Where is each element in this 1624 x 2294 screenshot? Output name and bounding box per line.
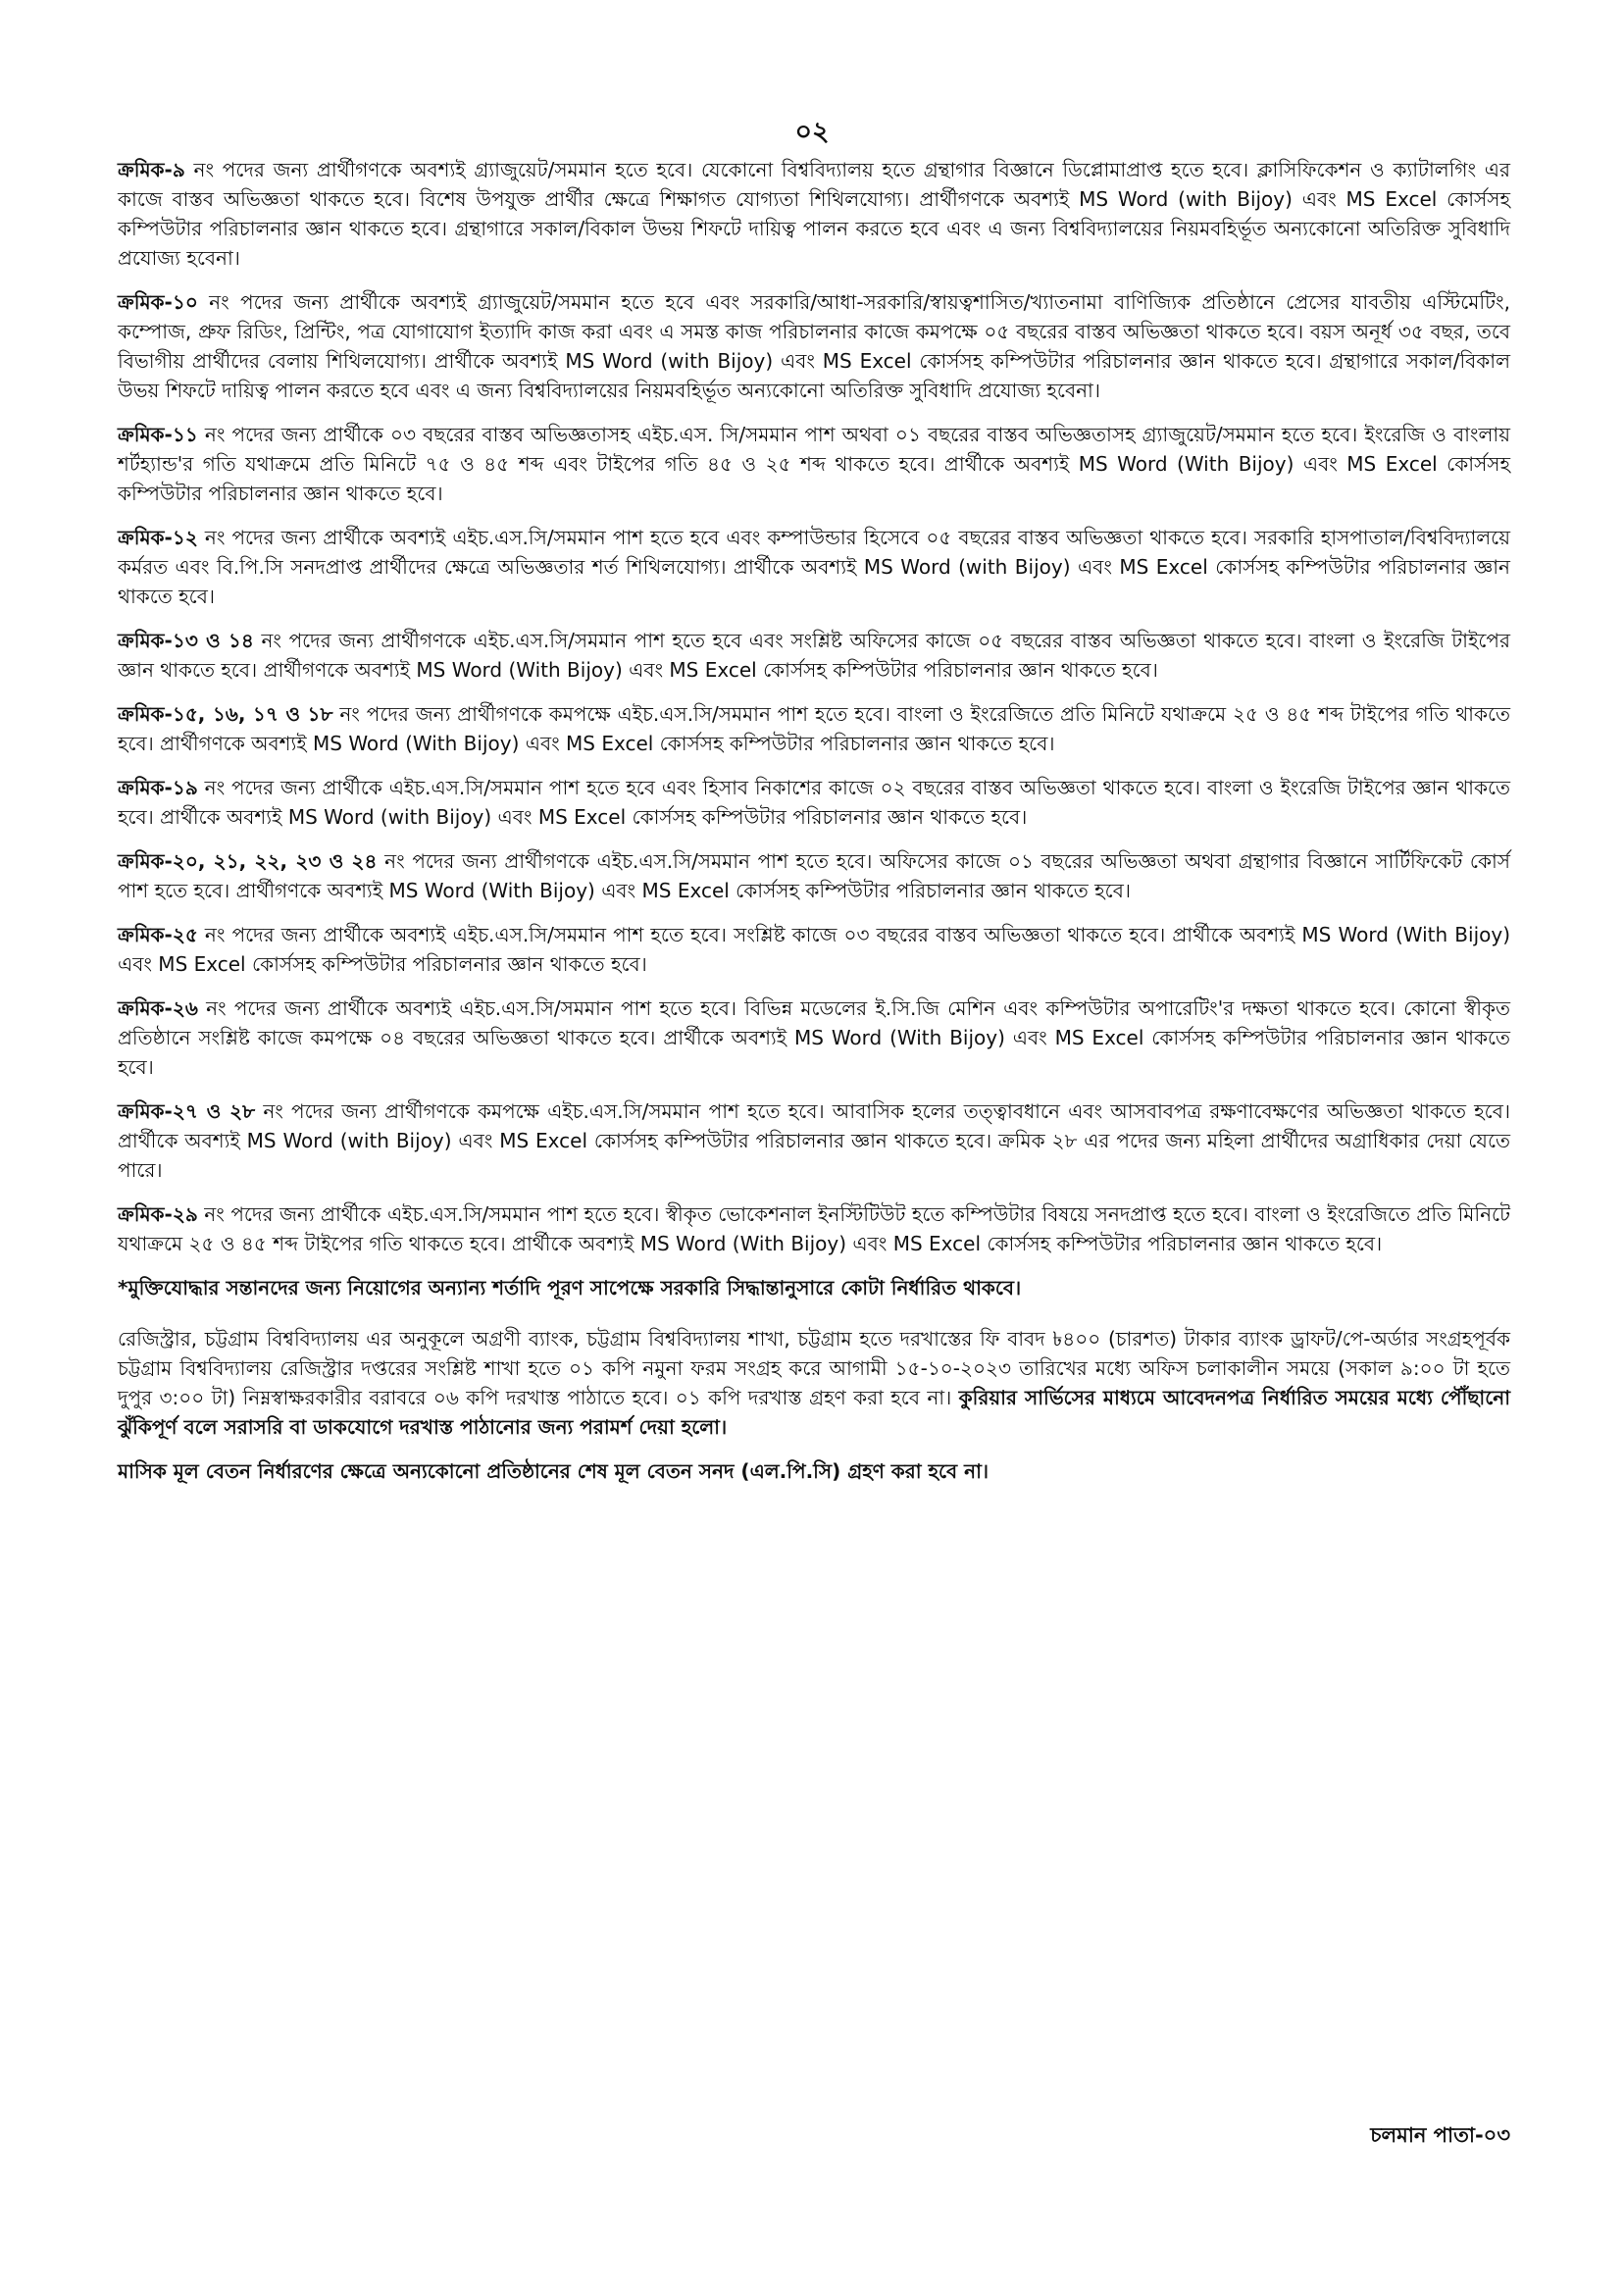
serial-label: ক্রমিক-২০, ২১, ২২, ২৩ ও ২৪	[118, 849, 378, 873]
serial-label: ক্রমিক-১২	[118, 526, 198, 549]
quota-note: *মুক্তিযোদ্ধার সন্তানদের জন্য নিয়োগের অন্যান্য শর্তাদি পূরণ সাপেক্ষে সরকারি সিদ্ধান্তানুসারে কোটা নির্ধারিত থাকবে।	[118, 1276, 1022, 1300]
serial-label: ক্রমিক-১৫, ১৬, ১৭ ও ১৮	[118, 702, 333, 726]
document-body	[118, 155, 1510, 1507]
paragraph-serial-9	[118, 155, 1510, 273]
lpc-note: মাসিক মূল বেতন নির্ধারণের ক্ষেত্রে অন্যকোনো প্রতিষ্ঠানের শেষ মূল বেতন সনদ (এল.পি.সি) গ্রহণ করা হবে না।	[118, 1459, 990, 1483]
paragraph-text: নং পদের জন্য প্রার্থীগণকে অবশ্যই গ্র্যাজুয়েট/সমমান হতে হবে। যেকোনো বিশ্ববিদ্যালয় হতে গ্রন্থাগার বিজ্ঞানে ডিপ্লোমাপ্রাপ্ত হতে হবে। ক্লাসিফিকেশন ও ক্যাটালগিং এর কাজে বাস্তব অভিজ্ঞতা থাকতে হবে। বিশেষ উপযুক্ত প্রার্থীর ক্ষেত্রে শিক্ষাগত যোগ্যতা শিথিলযোগ্য। প্রার্থীগণকে অবশ্যই MS Word (with Bijoy) এবং MS Excel কোর্সসহ কম্পিউটার পরিচালনার জ্ঞান থাকতে হবে। গ্রন্থাগারে সকাল/বিকাল উভয় শিফটে দায়িত্ব পালন করতে হবে এবং এ জন্য বিশ্ববিদ্যালয়ের নিয়মবহির্ভূত অন্যকোনো অতিরিক্ত সুবিধাদি প্রযোজ্য হবেনা।	[118, 158, 1510, 270]
paragraph-serial-26	[118, 994, 1510, 1082]
application-fee-text: রেজিস্ট্রার, চট্টগ্রাম বিশ্ববিদ্যালয় এর অনুকূলে অগ্রণী ব্যাংক, চট্টগ্রাম বিশ্ববিদ্যালয় শাখা, চট্টগ্রাম হতে দরখাস্তের ফি বাবদ ৳৪০০ (চারশত) টাকার ব্যাংক ড্রাফট/পে-অর্ডার সংগ্রহপূর্বক চট্টগ্রাম বিশ্ববিদ্যালয় রেজিস্ট্রার দপ্তরের সংশ্লিষ্ট শাখা হতে ০১ কপি নমুনা ফরম সংগ্রহ করে আগামী ১৫-১০-২০২৩ তারিখের মধ্যে অফিস চলাকালীন সময়ে (সকাল ৯:০০ টা হতে দুপুর ৩:০০ টা) নিম্নস্বাক্ষরকারীর বরাবরে ০৬ কপি দরখাস্ত পাঠাতে হবে। ০১ কপি দরখাস্ত গ্রহণ করা হবে না।	[118, 1327, 1510, 1409]
serial-label: ক্রমিক-১৯	[118, 776, 198, 799]
paragraph-text: নং পদের জন্য প্রার্থীকে অবশ্যই এইচ.এস.সি/সমমান পাশ হতে হবে। বিভিন্ন মডেলের ই.সি.জি মেশিন এবং কম্পিউটার অপারেটিং'র দক্ষতা থাকতে হবে। কোনো স্বীকৃত প্রতিষ্ঠানে সংশ্লিষ্ট কাজে কমপক্ষে ০৪ বছরের অভিজ্ঞতা থাকতে হবে। প্রার্থীকে অবশ্যই MS Word (With Bijoy) এবং MS Excel কোর্সসহ কম্পিউটার পরিচালনার জ্ঞান থাকতে হবে।	[118, 996, 1510, 1079]
paragraph-serial-19	[118, 773, 1510, 832]
paragraph-text: নং পদের জন্য প্রার্থীকে অবশ্যই গ্র্যাজুয়েট/সমমান হতে হবে এবং সরকারি/আধা-সরকারি/স্বায়ত্বশাসিত/খ্যাতনামা বাণিজ্যিক প্রতিষ্ঠানে প্রেসের যাবতীয় এস্টিমেটিং, কম্পোজ, প্রুফ রিডিং, প্রিন্টিং, পত্র যোগাযোগ ইত্যাদি কাজ করা এবং এ সমস্ত কাজ পরিচালনার কাজে কমপক্ষে ০৫ বছরের বাস্তব অভিজ্ঞতা থাকতে হবে। বয়স অনূর্ধ ৩৫ বছর, তবে বিভাগীয় প্রার্থীদের বেলায় শিথিলযোগ্য। প্রার্থীকে অবশ্যই MS Word (with Bijoy) এবং MS Excel কোর্সসহ কম্পিউটার পরিচালনার জ্ঞান থাকতে হবে। গ্রন্থাগারে সকাল/বিকাল উভয় শিফটে দায়িত্ব পালন করতে হবে এবং এ জন্য বিশ্ববিদ্যালয়ের নিয়মবহির্ভূত অন্যকোনো অতিরিক্ত সুবিধাদি প্রযোজ্য হবেনা।	[118, 290, 1510, 402]
application-fee-paragraph	[118, 1324, 1510, 1442]
courier-advice: কুরিয়ার সার্ভিসের মাধ্যমে আবেদনপত্র নির্ধারিত সময়ের মধ্যে পৌঁছানো ঝুঁকিপূর্ণ বলে সরাসরি বা ডাকযোগে দরখাস্ত পাঠানোর জন্য পরামর্শ দেয়া হলো।	[118, 1386, 1511, 1439]
paragraph-text: নং পদের জন্য প্রার্থীগণকে কমপক্ষে এইচ.এস.সি/সমমান পাশ হতে হবে। বাংলা ও ইংরেজিতে প্রতি মিনিটে যথাক্রমে ২৫ ও ৪৫ শব্দ টাইপের গতি থাকতে হবে। প্রার্থীগণকে অবশ্যই MS Word (With Bijoy) এবং MS Excel কোর্সসহ কম্পিউটার পরিচালনার জ্ঞান থাকতে হবে।	[118, 702, 1510, 755]
paragraph-serial-12	[118, 523, 1510, 611]
paragraph-text: নং পদের জন্য প্রার্থীকে এইচ.এস.সি/সমমান পাশ হতে হবে। স্বীকৃত ভোকেশনাল ইনস্টিটিউট হতে কম্পিউটার বিষয়ে সনদপ্রাপ্ত হতে হবে। বাংলা ও ইংরেজিতে প্রতি মিনিটে যথাক্রমে ২৫ ও ৪৫ শব্দ টাইপের গতি থাকতে হবে। প্রার্থীকে অবশ্যই MS Word (With Bijoy) এবং MS Excel কোর্সসহ কম্পিউটার পরিচালনার জ্ঞান থাকতে হবে।	[118, 1202, 1510, 1255]
serial-label: ক্রমিক-১০	[118, 290, 198, 314]
paragraph-text: নং পদের জন্য প্রার্থীকে অবশ্যই এইচ.এস.সি/সমমান পাশ হতে হবে। সংশ্লিষ্ট কাজে ০৩ বছরের বাস্তব অভিজ্ঞতা থাকতে হবে। প্রার্থীকে অবশ্যই MS Word (With Bijoy) এবং MS Excel কোর্সসহ কম্পিউটার পরিচালনার জ্ঞান থাকতে হবে।	[118, 923, 1510, 976]
paragraph-serial-13-14	[118, 626, 1510, 685]
serial-label: ক্রমিক-২৯	[118, 1202, 198, 1226]
paragraph-serial-29	[118, 1199, 1510, 1258]
paragraph-text: নং পদের জন্য প্রার্থীকে এইচ.এস.সি/সমমান পাশ হতে হবে এবং হিসাব নিকাশের কাজে ০২ বছরের বাস্তব অভিজ্ঞতা থাকতে হবে। বাংলা ও ইংরেজি টাইপের জ্ঞান থাকতে হবে। প্রার্থীকে অবশ্যই MS Word (with Bijoy) এবং MS Excel কোর্সসহ কম্পিউটার পরিচালনার জ্ঞান থাকতে হবে।	[118, 776, 1510, 829]
paragraph-text: নং পদের জন্য প্রার্থীকে ০৩ বছরের বাস্তব অভিজ্ঞতাসহ এইচ.এস. সি/সমমান পাশ অথবা ০১ বছরের বাস্তব অভিজ্ঞতাসহ গ্র্যাজুয়েট/সমমান হতে হবে। ইংরেজি ও বাংলায় শর্টহ্যান্ড'র গতি যথাক্রমে প্রতি মিনিটে ৭৫ ও ৪৫ শব্দ এবং টাইপের গতি ৪৫ ও ২৫ শব্দ থাকতে হবে। প্রার্থীকে অবশ্যই MS Word (With Bijoy) এবং MS Excel কোর্সসহ কম্পিউটার পরিচালনার জ্ঞান থাকতে হবে।	[118, 423, 1510, 505]
paragraph-serial-15-18	[118, 699, 1510, 758]
paragraph-serial-10	[118, 287, 1510, 405]
paragraph-text: নং পদের জন্য প্রার্থীগণকে এইচ.এস.সি/সমমান পাশ হতে হবে এবং সংশ্লিষ্ট অফিসের কাজে ০৫ বছরের বাস্তব অভিজ্ঞতা থাকতে হবে। বাংলা ও ইংরেজি টাইপের জ্ঞান থাকতে হবে। প্রার্থীগণকে অবশ্যই MS Word (With Bijoy) এবং MS Excel কোর্সসহ কম্পিউটার পরিচালনার জ্ঞান থাকতে হবে।	[118, 629, 1510, 682]
paragraph-serial-27-28	[118, 1096, 1510, 1185]
paragraph-text: নং পদের জন্য প্রার্থীগণকে কমপক্ষে এইচ.এস.সি/সমমান পাশ হতে হবে। আবাসিক হলের তত্ত্বাবধানে এবং আসবাবপত্র রক্ষণাবেক্ষণের অভিজ্ঞতা থাকতে হবে। প্রার্থীকে অবশ্যই MS Word (with Bijoy) এবং MS Excel কোর্সসহ কম্পিউটার পরিচালনার জ্ঞান থাকতে হবে। ক্রমিক ২৮ এর পদের জন্য মহিলা প্রার্থীদের অগ্রাধিকার দেয়া যেতে পারে।	[118, 1099, 1510, 1182]
paragraph-text: নং পদের জন্য প্রার্থীগণকে এইচ.এস.সি/সমমান পাশ হতে হবে। অফিসের কাজে ০১ বছরের অভিজ্ঞতা অথবা গ্রন্থাগার বিজ্ঞানে সার্টিফিকেট কোর্স পাশ হতে হবে। প্রার্থীগণকে অবশ্যই MS Word (With Bijoy) এবং MS Excel কোর্সসহ কম্পিউটার পরিচালনার জ্ঞান থাকতে হবে।	[118, 849, 1510, 902]
paragraph-serial-11	[118, 420, 1510, 508]
serial-label: ক্রমিক-২৬	[118, 996, 198, 1020]
serial-label: ক্রমিক-১৩ ও ১৪	[118, 629, 254, 652]
serial-label: ক্রমিক-৯	[118, 158, 185, 181]
paragraph-text: নং পদের জন্য প্রার্থীকে অবশ্যই এইচ.এস.সি/সমমান পাশ হতে হবে এবং কম্পাউন্ডার হিসেবে ০৫ বছরের বাস্তব অভিজ্ঞতা থাকতে হবে। সরকারি হাসপাতাল/বিশ্ববিদ্যালয়ে কর্মরত এবং বি.পি.সি সনদপ্রাপ্ত প্রার্থীদের ক্ষেত্রে অভিজ্ঞতার শর্ত শিথিলযোগ্য। প্রার্থীকে অবশ্যই MS Word (with Bijoy) এবং MS Excel কোর্সসহ কম্পিউটার পরিচালনার জ্ঞান থাকতে হবে।	[118, 526, 1510, 608]
serial-label: ক্রমিক-২৫	[118, 923, 198, 946]
paragraph-serial-25	[118, 920, 1510, 979]
paragraph-serial-20-24	[118, 846, 1510, 905]
continued-page-label: চলমান পাতা-০৩	[1370, 2123, 1510, 2147]
serial-label: ক্রমিক-২৭ ও ২৮	[118, 1099, 256, 1123]
serial-label: ক্রমিক-১১	[118, 423, 198, 446]
page-number: ০২	[794, 117, 830, 147]
